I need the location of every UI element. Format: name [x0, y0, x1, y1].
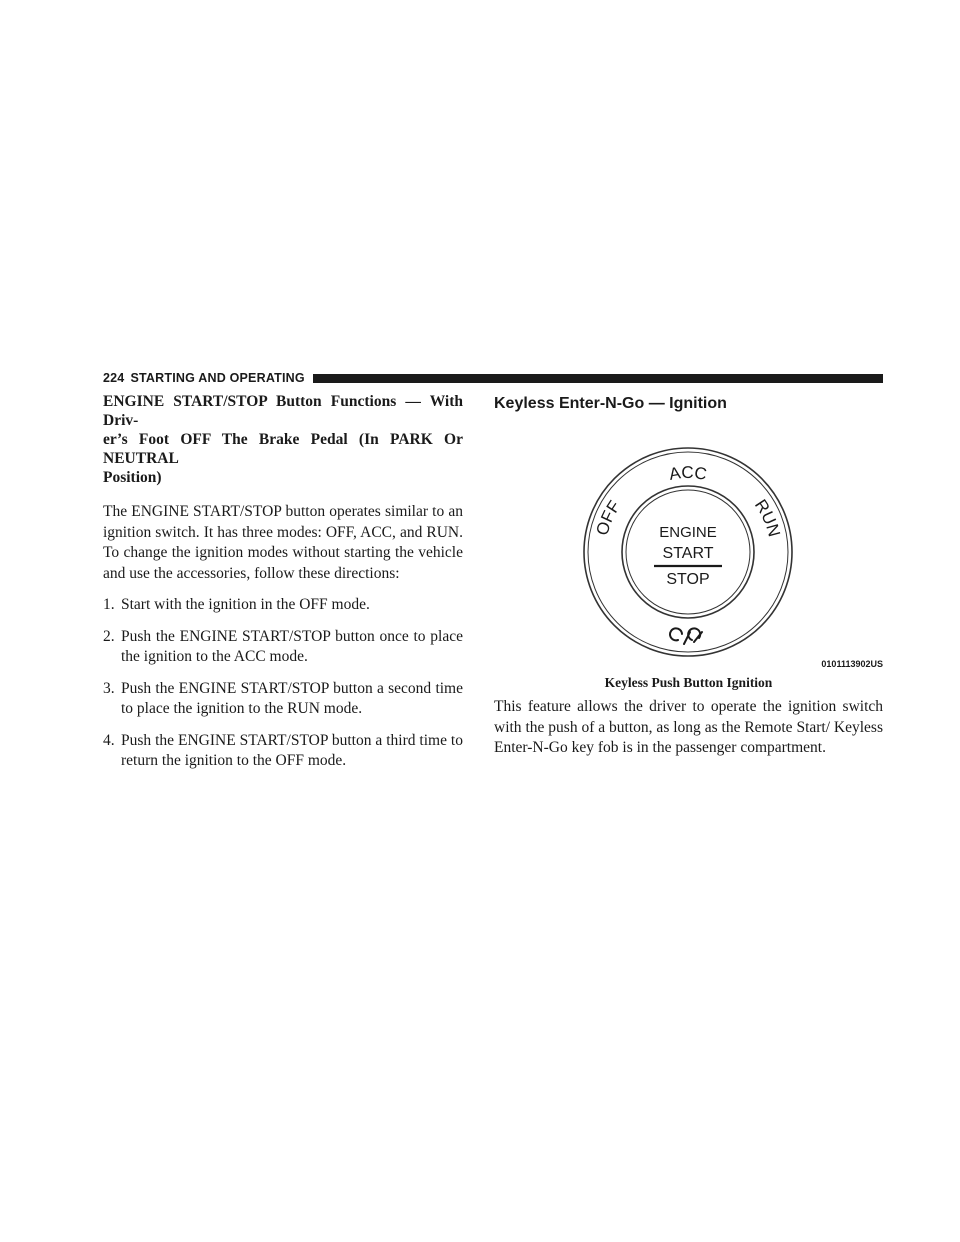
step-text: Push the ENGINE START/STOP button once to place the ignition to the ACC mode.	[121, 627, 463, 665]
list-item	[103, 731, 463, 772]
left-column	[103, 392, 463, 783]
ignition-symbol-icon	[670, 628, 702, 644]
acc-label: ACC	[667, 462, 709, 484]
subhead-line: Position)	[103, 469, 162, 486]
ignition-figure	[494, 418, 883, 668]
off-label: OFF	[592, 497, 625, 538]
page-number: 224	[103, 371, 125, 385]
subsection-heading	[103, 392, 463, 487]
run-label: RUN	[750, 496, 784, 539]
figure-caption: Keyless Push Button Ignition	[604, 675, 773, 690]
body-paragraph: This feature allows the driver to operate the ignition switch with the push of a button, as long as the Remote Start/ Keyless Enter-N-Go key fob is in the passenger compartment.	[494, 698, 883, 756]
step-number: 2.	[103, 627, 115, 645]
step-text: Push the ENGINE START/STOP button a third time to return the ignition to the OFF mode.	[121, 731, 463, 769]
stop-text: STOP	[666, 571, 710, 588]
section-title: STARTING AND OPERATING	[130, 371, 305, 385]
subhead-line: er’s Foot OFF The Brake Pedal (In PARK Or NEUTRAL	[103, 431, 463, 467]
step-number: 3.	[103, 679, 115, 697]
step-number: 4.	[103, 731, 115, 749]
list-item	[103, 595, 463, 616]
list-item	[103, 679, 463, 720]
steps-list	[103, 595, 463, 772]
step-text: Push the ENGINE START/STOP button a second time to place the ignition to the RUN mode.	[121, 679, 463, 717]
right-column	[494, 392, 883, 770]
section-heading: Keyless Enter-N-Go — Ignition	[494, 395, 727, 412]
figure-id: 0101113902US	[821, 659, 883, 669]
subhead-line: ENGINE START/STOP Button Functions — With Driv-	[103, 393, 463, 429]
start-text: START	[662, 545, 714, 562]
step-number: 1.	[103, 596, 115, 613]
engine-text: ENGINE	[659, 524, 717, 541]
page-header	[103, 370, 883, 386]
list-item	[103, 627, 463, 668]
header-rule	[313, 374, 883, 383]
step-text: Start with the ignition in the OFF mode.	[121, 596, 370, 613]
ignition-button-illustration	[494, 418, 883, 668]
intro-paragraph: The ENGINE START/STOP button operates similar to an ignition switch. It has three modes: OFF, ACC, and RUN. To change the ignition modes without starting the vehicle and use the accessories, follow these directions:	[103, 503, 463, 582]
